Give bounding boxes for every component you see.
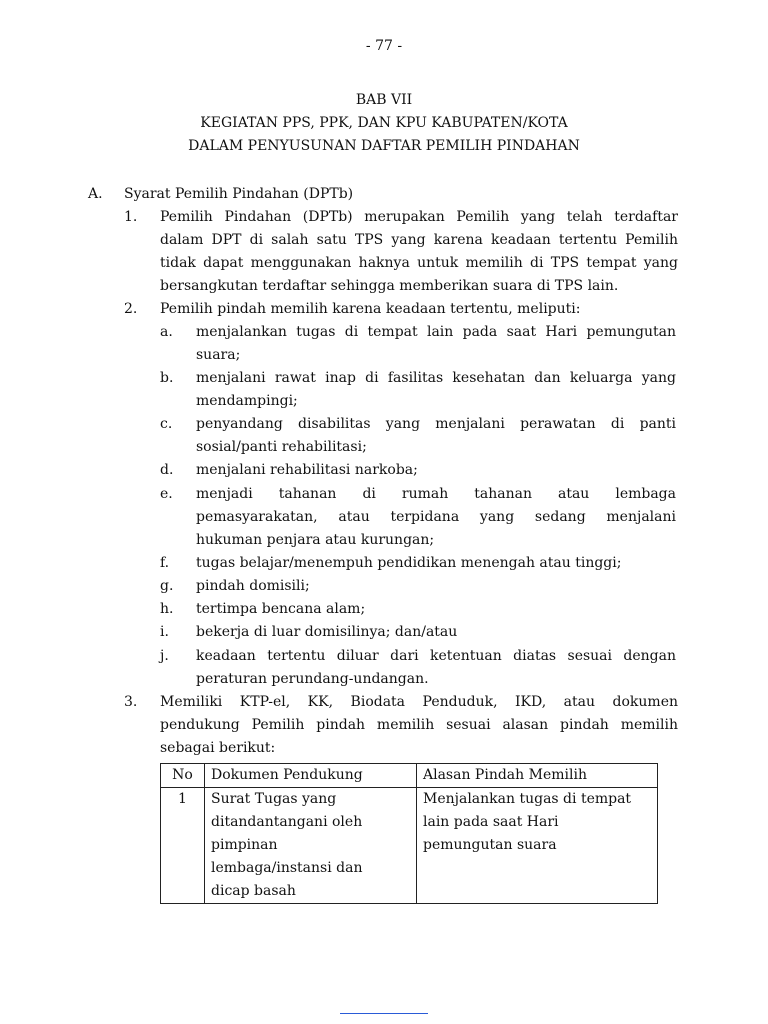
cell-line: ditandantangani oleh <box>211 814 363 830</box>
item-1-line: Pemilih Pindahan (DPTb) merupakan Pemilih yang telah terdaftar <box>160 209 678 225</box>
subitem-marker: c. <box>160 416 173 432</box>
cell-line: pemungutan suara <box>423 837 557 853</box>
subitem-marker: f. <box>160 555 170 571</box>
subitem-marker: i. <box>160 624 169 640</box>
subitem-line: menjalani rehabilitasi narkoba; <box>196 462 418 478</box>
subitem-line: hukuman penjara atau kurungan; <box>196 532 435 548</box>
chapter-label: BAB VII <box>355 92 413 108</box>
subitem-line: tertimpa bencana alam; <box>196 601 366 617</box>
section-a-marker: A. <box>88 186 103 202</box>
item-2-marker: 2. <box>124 301 138 317</box>
table-header-row <box>161 764 658 788</box>
footer-link-underline[interactable] <box>340 1013 428 1014</box>
header-dokumen-pendukung: Dokumen Pendukung <box>205 764 417 788</box>
header-alasan-pindah-memilih: Alasan Pindah Memilih <box>417 764 658 788</box>
subitem-line: tugas belajar/menempuh pendidikan menengah atau tinggi; <box>196 555 622 571</box>
subitem-line: menjalani rawat inap di fasilitas kesehatan dan keluarga yang <box>196 370 676 386</box>
chapter-title-line-2: DALAM PENYUSUNAN DAFTAR PEMILIH PINDAHAN <box>188 138 580 154</box>
table-row <box>161 788 658 904</box>
cell-line: Menjalankan tugas di tempat <box>423 791 632 807</box>
subitem-line: pemasyarakatan, atau terpidana yang sedang menjalani <box>196 509 676 525</box>
cell-dokumen <box>205 788 417 904</box>
item-3-marker: 3. <box>124 694 138 710</box>
subitem-marker: h. <box>160 601 174 617</box>
subitem-marker: b. <box>160 370 174 386</box>
item-3-line: pendukung Pemilih pindah memilih sesuai alasan pindah memilih <box>160 717 678 733</box>
cell-line: pimpinan <box>211 837 278 853</box>
item-3-line: sebagai berikut: <box>160 740 276 756</box>
supporting-documents-table <box>160 763 658 904</box>
chapter-title-line-1: KEGIATAN PPS, PPK, DAN KPU KABUPATEN/KOTA <box>200 115 568 131</box>
subitem-line: keadaan tertentu diluar dari ketentuan diatas sesuai dengan <box>196 648 676 664</box>
section-a-title: Syarat Pemilih Pindahan (DPTb) <box>124 186 354 202</box>
subitem-line: penyandang disabilitas yang menjalani perawatan di panti <box>196 416 676 432</box>
cell-line: dicap basah <box>211 883 296 899</box>
subitem-line: bekerja di luar domisilinya; dan/atau <box>196 624 458 640</box>
item-2-intro: Pemilih pindah memilih karena keadaan tertentu, meliputi: <box>160 301 581 317</box>
page-number: - 77 - <box>365 38 403 54</box>
subitem-line: sosial/panti rehabilitasi; <box>196 439 367 455</box>
item-1-line: dalam DPT di salah satu TPS yang karena keadaan tertentu Pemilih <box>160 232 678 248</box>
subitem-marker: g. <box>160 578 174 594</box>
subitem-line: menjalankan tugas di tempat lain pada saat Hari pemungutan <box>196 324 676 340</box>
item-3-line: Memiliki KTP-el, KK, Biodata Penduduk, IKD, atau dokumen <box>160 694 678 710</box>
subitem-line: menjadi tahanan di rumah tahanan atau lembaga <box>196 486 676 502</box>
subitem-marker: d. <box>160 462 174 478</box>
subitem-line: suara; <box>196 347 241 363</box>
subitem-line: peraturan perundang-undangan. <box>196 671 429 687</box>
cell-line: lain pada saat Hari <box>423 814 559 830</box>
cell-no: 1 <box>161 788 205 904</box>
item-1-line: tidak dapat menggunakan haknya untuk memilih di TPS tempat yang <box>160 255 678 271</box>
header-no: No <box>161 764 205 788</box>
subitem-marker: j. <box>160 648 169 664</box>
subitem-line: pindah domisili; <box>196 578 310 594</box>
subitem-marker: e. <box>160 486 173 502</box>
item-1-marker: 1. <box>124 209 138 225</box>
cell-alasan <box>417 788 658 904</box>
subitem-marker: a. <box>160 324 173 340</box>
cell-line: lembaga/instansi dan <box>211 860 363 876</box>
item-1-line: bersangkutan terdaftar sehingga memberikan suara di TPS lain. <box>160 278 619 294</box>
subitem-line: mendampingi; <box>196 393 298 409</box>
cell-line: Surat Tugas yang <box>211 791 337 807</box>
